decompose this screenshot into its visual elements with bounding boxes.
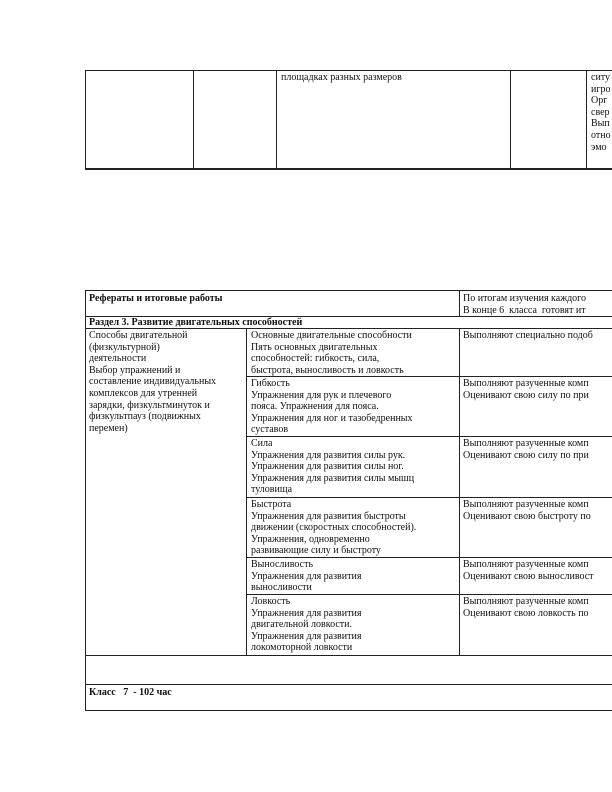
top-table-border-top	[85, 70, 612, 71]
mid-line: выносливости	[251, 582, 312, 594]
row-divider	[85, 655, 612, 656]
mid-line: Выносливость	[251, 559, 314, 570]
top-table-col-line	[85, 70, 86, 170]
row-divider	[246, 497, 612, 498]
cut-text: отно	[591, 130, 611, 141]
right-line: Выполняют разученные комп	[463, 378, 589, 389]
cut-text: игро	[591, 83, 611, 95]
right-line: Выполняют разученные комп	[463, 499, 589, 510]
table-border-top	[85, 290, 612, 291]
col-line	[459, 328, 460, 656]
table-border-bottom	[85, 710, 612, 711]
mid-line: Упражнения, одновременно	[251, 533, 370, 545]
col-line	[246, 328, 247, 656]
mid-line: Ловкость	[251, 596, 291, 607]
right-line: Выполняют специально подоб	[463, 330, 593, 341]
right-line: Выполняют разученные комп	[463, 438, 589, 449]
mid-line: способностей: гибкость, сила,	[251, 353, 380, 365]
section3-title: Раздел 3. Развитие двигательных способностей	[89, 317, 303, 328]
cut-text: ситу	[591, 72, 611, 83]
left-col-line: Способы двигательной	[89, 330, 188, 341]
mid-line: Быстрота	[251, 499, 292, 510]
row-divider	[246, 557, 612, 558]
top-table-border-bottom	[85, 168, 612, 170]
top-table-col-line	[276, 70, 277, 170]
mid-line: двигательной ловкости.	[251, 619, 352, 631]
mid-line: Сила	[251, 438, 273, 449]
cut-text: Вып	[591, 118, 610, 130]
right-line: Оценивают свою быстроту по	[463, 510, 591, 522]
mid-line: Основные двигательные способности	[251, 330, 412, 341]
right-line: Оценивают свою силу по при	[463, 449, 589, 461]
mid-line: Упражнения для развития силы рук.	[251, 449, 406, 461]
mid-line: Упражнения для ног и тазобедренных	[251, 412, 413, 424]
mid-line: Упражнения для развития	[251, 607, 362, 619]
mid-line: Упражнения для рук и плечевого	[251, 389, 392, 401]
mid-line: развивающие силу и быстроту	[251, 545, 381, 557]
right-line: Выполняют разученные комп	[463, 596, 589, 607]
left-col-line: составление индивидуальных	[89, 376, 217, 388]
mid-line: локомоторной ловкости	[251, 642, 353, 654]
col-line	[459, 290, 460, 317]
reports-text: В конце 6 класса готовят ит	[463, 304, 586, 316]
top-table-cell-text: площадках разных размеров	[281, 72, 402, 83]
mid-line: туловища	[251, 484, 293, 496]
row-divider	[85, 684, 612, 685]
mid-line: движении (скоростных способностей).	[251, 522, 417, 534]
cut-text: эмо	[591, 141, 607, 153]
right-line: Оценивают свою выносливост	[463, 570, 594, 582]
class-heading: Класс 7 - 102 час	[89, 687, 172, 698]
row-divider	[246, 594, 612, 595]
top-table-col-line	[193, 70, 194, 170]
top-table-col-line	[510, 70, 511, 170]
reports-title: Рефераты и итоговые работы	[89, 293, 223, 304]
left-col-line: перемен)	[89, 422, 128, 434]
mid-line: Упражнения для развития	[251, 630, 362, 642]
mid-line: Гибкость	[251, 378, 290, 389]
mid-line: быстрота, выносливость и ловкость	[251, 364, 404, 376]
left-col-line: деятельности	[89, 353, 147, 365]
right-line: Выполняют разученные комп	[463, 559, 589, 570]
left-col-line: комплексов для утренней	[89, 388, 198, 399]
left-col-line: (физкультурной)	[89, 341, 160, 353]
mid-line: пояса. Упражнения для пояса.	[251, 401, 379, 413]
row-divider	[246, 436, 612, 437]
table-border-left	[85, 290, 86, 711]
mid-line: Упражнения для развития	[251, 570, 362, 582]
right-line: Оценивают свою ловкость по	[463, 607, 589, 619]
mid-line: Пять основных двигательных	[251, 341, 378, 353]
right-line: Оценивают свою силу по при	[463, 389, 589, 401]
left-col-line: зарядки, физкультминуток и	[89, 399, 210, 411]
mid-line: Упражнения для развития быстроты	[251, 510, 406, 522]
mid-line: Упражнения для развития силы мышц	[251, 472, 415, 484]
mid-line: Упражнения для развития силы ног.	[251, 461, 404, 473]
cut-text: Орг	[591, 95, 608, 107]
left-col-line: Выбор упражнений и	[89, 364, 181, 376]
top-table-col-line	[586, 70, 587, 170]
mid-line: суставов	[251, 424, 289, 436]
cut-text: свер	[591, 106, 610, 118]
left-col-line: физкультпауз (подвижных	[89, 411, 201, 423]
reports-text: По итогам изучения каждого	[463, 293, 587, 304]
